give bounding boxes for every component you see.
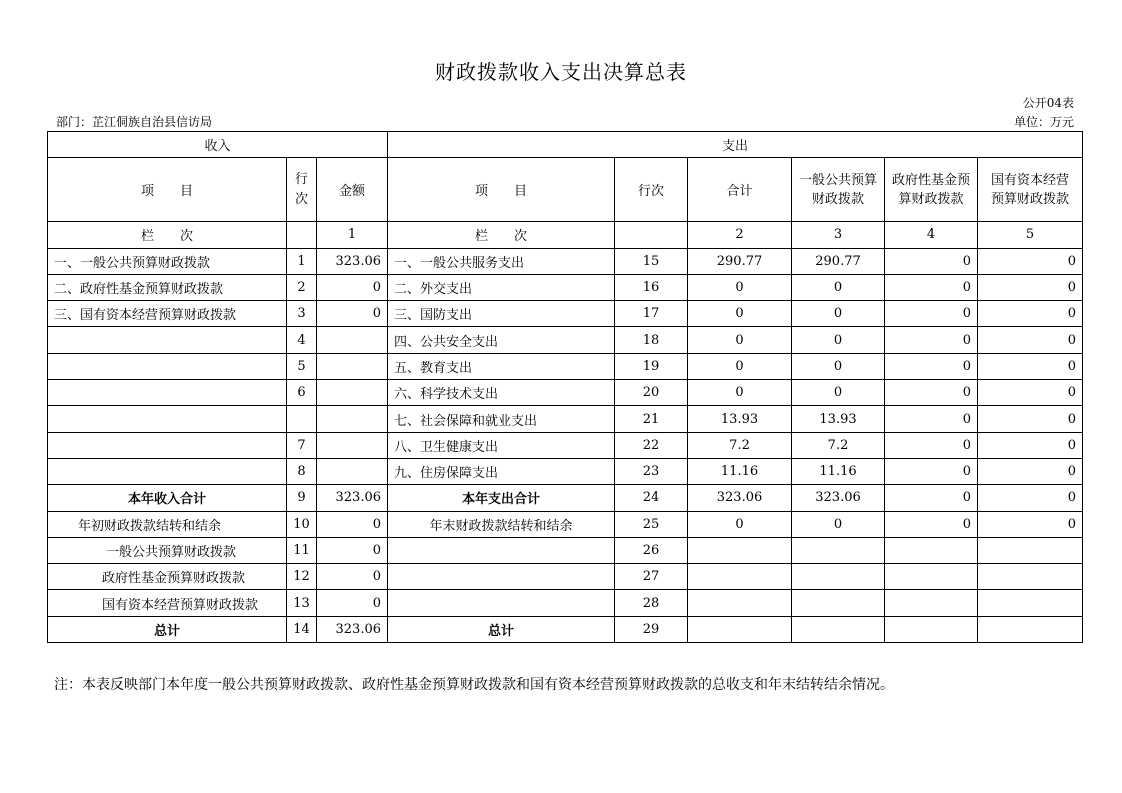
expense-row-no: 24	[615, 485, 688, 511]
income-item	[48, 327, 287, 353]
general-budget-amount	[792, 616, 885, 642]
income-amount: 0	[317, 590, 388, 616]
expense-total: 13.93	[688, 406, 792, 432]
expense-total: 11.16	[688, 458, 792, 484]
expense-total: 0	[688, 327, 792, 353]
income-row-no: 11	[287, 537, 317, 563]
income-item: 本年收入合计	[48, 485, 287, 511]
state-capital-amount: 0	[978, 301, 1083, 327]
income-item: 三、国有资本经营预算财政拨款	[48, 301, 287, 327]
expense-row-no: 26	[615, 537, 688, 563]
income-item: 总计	[48, 616, 287, 642]
expense-row-no: 18	[615, 327, 688, 353]
department-label: 部门：芷江侗族自治县信访局	[56, 115, 213, 129]
expense-total: 323.06	[688, 485, 792, 511]
income-amount	[317, 432, 388, 458]
expense-item: 五、教育支出	[388, 353, 615, 379]
table-row	[48, 274, 1083, 300]
expense-row-no: 19	[615, 353, 688, 379]
income-row-no: 12	[287, 564, 317, 590]
expense-total: 290.77	[688, 248, 792, 274]
gov-fund-header: 政府性基金预算财政拨款	[885, 158, 978, 222]
expense-row-no: 16	[615, 274, 688, 300]
page-title: 财政拨款收入支出决算总表	[435, 60, 687, 84]
gov-fund-amount: 0	[885, 353, 978, 379]
gov-fund-amount	[885, 537, 978, 563]
state-capital-amount: 0	[978, 248, 1083, 274]
expense-row-no: 25	[615, 511, 688, 537]
general-budget-amount	[792, 564, 885, 590]
header-row-columns	[48, 158, 1083, 222]
total-header: 合计	[688, 158, 792, 222]
expense-item	[388, 537, 615, 563]
income-row-no-header	[287, 158, 317, 222]
expense-row-no: 29	[615, 616, 688, 642]
expense-item: 六、科学技术支出	[388, 380, 615, 406]
general-budget-amount	[792, 590, 885, 616]
empty-cell	[615, 222, 688, 248]
expense-row-no: 17	[615, 301, 688, 327]
gov-fund-amount: 0	[885, 301, 978, 327]
income-row-no: 13	[287, 590, 317, 616]
gov-fund-amount: 0	[885, 458, 978, 484]
col-number-4: 4	[885, 222, 978, 248]
expense-total: 0	[688, 274, 792, 300]
table-row	[48, 458, 1083, 484]
expense-total	[688, 590, 792, 616]
table-row	[48, 380, 1083, 406]
table-row	[48, 248, 1083, 274]
expense-item: 本年支出合计	[388, 485, 615, 511]
general-budget-amount: 0	[792, 301, 885, 327]
gov-fund-amount	[885, 590, 978, 616]
expense-item: 三、国防支出	[388, 301, 615, 327]
income-amount	[317, 327, 388, 353]
general-budget-amount: 0	[792, 380, 885, 406]
state-capital-amount: 0	[978, 380, 1083, 406]
table-row	[48, 590, 1083, 616]
general-budget-amount: 0	[792, 353, 885, 379]
expense-item: 年末财政拨款结转和结余	[388, 511, 615, 537]
general-budget-amount: 0	[792, 511, 885, 537]
expense-item	[388, 564, 615, 590]
expense-total: 0	[688, 380, 792, 406]
income-item: 年初财政拨款结转和结余	[48, 511, 287, 537]
gov-fund-amount: 0	[885, 380, 978, 406]
expense-item: 九、住房保障支出	[388, 458, 615, 484]
income-row-no: 5	[287, 353, 317, 379]
general-budget-amount: 13.93	[792, 406, 885, 432]
income-item-header: 项 目	[48, 158, 287, 222]
income-row-no: 6	[287, 380, 317, 406]
income-row-no: 1	[287, 248, 317, 274]
state-capital-amount: 0	[978, 485, 1083, 511]
general-budget-amount: 11.16	[792, 458, 885, 484]
expense-header: 支出	[388, 132, 1083, 158]
expense-row-no: 22	[615, 432, 688, 458]
header-row-column-numbers	[48, 222, 1083, 248]
gov-fund-amount	[885, 564, 978, 590]
income-row-no-text: 行 次	[294, 171, 308, 207]
table-row	[48, 432, 1083, 458]
income-amount	[317, 380, 388, 406]
table-row	[48, 406, 1083, 432]
amount-header: 金额	[317, 158, 388, 222]
expense-item: 总计	[388, 616, 615, 642]
gov-fund-amount: 0	[885, 485, 978, 511]
expense-row-no: 15	[615, 248, 688, 274]
general-budget-header: 一般公共预算财政拨款	[792, 158, 885, 222]
income-row-no: 4	[287, 327, 317, 353]
col-number-2: 2	[688, 222, 792, 248]
col-number-3: 3	[792, 222, 885, 248]
expense-total: 0	[688, 511, 792, 537]
expense-item-header: 项 目	[388, 158, 615, 222]
income-header: 收入	[48, 132, 388, 158]
header-row-sections	[48, 132, 1083, 158]
col-number-5: 5	[978, 222, 1083, 248]
expense-total: 0	[688, 301, 792, 327]
state-capital-amount: 0	[978, 458, 1083, 484]
income-amount: 0	[317, 511, 388, 537]
expense-row-no: 23	[615, 458, 688, 484]
table-row	[48, 353, 1083, 379]
expense-row-no: 28	[615, 590, 688, 616]
expense-item: 八、卫生健康支出	[388, 432, 615, 458]
expense-item: 七、社会保障和就业支出	[388, 406, 615, 432]
income-row-no: 9	[287, 485, 317, 511]
income-item: 政府性基金预算财政拨款	[48, 564, 287, 590]
income-item	[48, 353, 287, 379]
income-item: 一般公共预算财政拨款	[48, 537, 287, 563]
table-row	[48, 485, 1083, 511]
expense-total	[688, 616, 792, 642]
expense-row-no-header: 行次	[615, 158, 688, 222]
income-item	[48, 458, 287, 484]
expense-row-no: 20	[615, 380, 688, 406]
income-row-no: 3	[287, 301, 317, 327]
income-amount	[317, 458, 388, 484]
state-capital-amount: 0	[978, 327, 1083, 353]
state-capital-amount: 0	[978, 406, 1083, 432]
col-number-1: 1	[317, 222, 388, 248]
gov-fund-amount: 0	[885, 327, 978, 353]
gov-fund-amount: 0	[885, 511, 978, 537]
expense-row-no: 27	[615, 564, 688, 590]
income-row-no: 14	[287, 616, 317, 642]
expense-item: 二、外交支出	[388, 274, 615, 300]
table-row	[48, 537, 1083, 563]
general-budget-amount: 0	[792, 274, 885, 300]
gov-fund-amount: 0	[885, 406, 978, 432]
expense-total: 7.2	[688, 432, 792, 458]
income-amount	[317, 406, 388, 432]
state-capital-amount: 0	[978, 353, 1083, 379]
expense-total: 0	[688, 353, 792, 379]
state-capital-amount	[978, 616, 1083, 642]
income-row-no: 2	[287, 274, 317, 300]
income-item: 国有资本经营预算财政拨款	[48, 590, 287, 616]
expense-total	[688, 564, 792, 590]
budget-summary-table	[47, 131, 1083, 643]
income-item: 二、政府性基金预算财政拨款	[48, 274, 287, 300]
column-label-expense: 栏 次	[388, 222, 615, 248]
income-amount: 0	[317, 274, 388, 300]
state-capital-amount	[978, 590, 1083, 616]
income-amount: 323.06	[317, 485, 388, 511]
gov-fund-amount	[885, 616, 978, 642]
state-capital-amount	[978, 537, 1083, 563]
state-capital-header: 国有资本经营预算财政拨款	[978, 158, 1083, 222]
income-row-no: 7	[287, 432, 317, 458]
general-budget-amount: 0	[792, 327, 885, 353]
state-capital-amount: 0	[978, 432, 1083, 458]
state-capital-amount: 0	[978, 274, 1083, 300]
general-budget-amount: 7.2	[792, 432, 885, 458]
general-budget-amount: 323.06	[792, 485, 885, 511]
income-row-no: 10	[287, 511, 317, 537]
table-row	[48, 327, 1083, 353]
general-budget-amount	[792, 537, 885, 563]
income-item: 一、一般公共预算财政拨款	[48, 248, 287, 274]
income-amount: 323.06	[317, 248, 388, 274]
gov-fund-amount: 0	[885, 248, 978, 274]
table-row	[48, 301, 1083, 327]
state-capital-amount	[978, 564, 1083, 590]
expense-total	[688, 537, 792, 563]
table-row	[48, 616, 1083, 642]
income-row-no	[287, 406, 317, 432]
income-item	[48, 432, 287, 458]
general-budget-amount: 290.77	[792, 248, 885, 274]
income-amount: 0	[317, 537, 388, 563]
form-number: 公开04表	[1022, 96, 1074, 110]
income-item	[48, 380, 287, 406]
income-amount	[317, 353, 388, 379]
income-row-no: 8	[287, 458, 317, 484]
column-label-income: 栏 次	[48, 222, 287, 248]
expense-row-no: 21	[615, 406, 688, 432]
table-row	[48, 564, 1083, 590]
expense-item: 四、公共安全支出	[388, 327, 615, 353]
income-amount: 0	[317, 301, 388, 327]
expense-item: 一、一般公共服务支出	[388, 248, 615, 274]
state-capital-amount: 0	[978, 511, 1083, 537]
gov-fund-amount: 0	[885, 274, 978, 300]
unit-label: 单位：万元	[1013, 115, 1074, 129]
income-amount: 0	[317, 564, 388, 590]
income-item	[48, 406, 287, 432]
empty-cell	[287, 222, 317, 248]
table-note: 注：本表反映部门本年度一般公共预算财政拨款、政府性基金预算财政拨款和国有资本经营预算财政拨款的总收支和年末结转结余情况。	[54, 677, 894, 693]
table-row	[48, 511, 1083, 537]
income-amount: 323.06	[317, 616, 388, 642]
expense-item	[388, 590, 615, 616]
gov-fund-amount: 0	[885, 432, 978, 458]
